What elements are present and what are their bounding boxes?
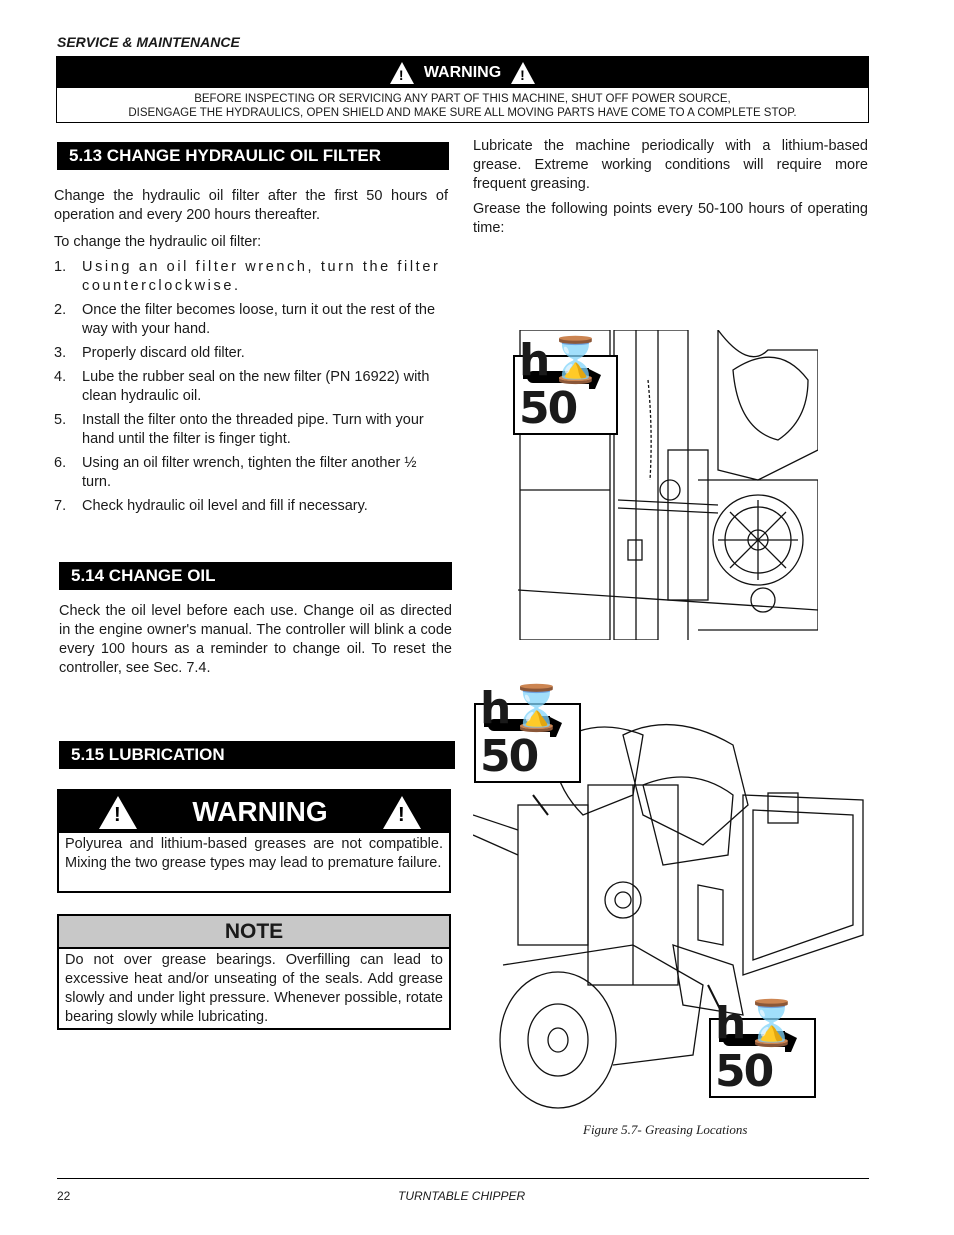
list-number: 6.	[54, 455, 67, 471]
list-number: 4.	[54, 369, 67, 385]
top-warning-bar	[57, 57, 868, 88]
grease-interval-badge	[474, 683, 581, 783]
warning-triangle-icon: !	[511, 62, 535, 84]
lubrication-warning-title: WARNING	[192, 796, 328, 827]
list-item	[54, 301, 448, 339]
page-number: 22	[57, 1189, 71, 1203]
section-5-14-body: Check the oil level before each use. Change oil as directed in the engine owner's manual. The controller will blink a code every 100 hours as a reminder to change oil. To reset the controller, see Sec. 7.4.	[59, 603, 452, 676]
list-text: Using an oil filter wrench, tighten the filter another ½ turn.	[82, 455, 417, 490]
warning-triangle-icon: !	[383, 796, 421, 829]
section-5-14-heading: 5.14 CHANGE OIL	[59, 562, 452, 590]
section-5-13-lead: To change the hydraulic oil filter:	[54, 234, 262, 250]
grease-interval-badge	[709, 998, 816, 1098]
list-text: Using an oil filter wrench, turn the filter counterclockwise.	[82, 259, 441, 294]
list-item	[54, 454, 448, 492]
list-item	[54, 411, 448, 449]
note-box	[57, 914, 451, 1030]
footer-rule	[57, 1178, 869, 1179]
top-warning-box	[56, 56, 869, 123]
grease-interval-label: h⌛50	[480, 683, 563, 782]
list-text: Check hydraulic oil level and fill if necessary.	[82, 498, 368, 514]
list-item	[54, 344, 448, 363]
footer-title: TURNTABLE CHIPPER	[398, 1189, 526, 1203]
list-text: Once the filter becomes loose, turn it out the rest of the way with your hand.	[82, 302, 436, 337]
right-paragraph-1: Lubricate the machine periodically with a lithium-based grease. Extreme working conditions will require more frequent greasing.	[473, 138, 868, 192]
list-text: Properly discard old filter.	[82, 345, 245, 361]
figure-caption: Figure 5.7- Greasing Locations	[583, 1122, 748, 1137]
list-item	[54, 258, 448, 296]
list-text: Lube the rubber seal on the new filter (PN 16922) with clean hydraulic oil.	[82, 369, 430, 404]
section-header: SERVICE & MAINTENANCE	[57, 34, 240, 50]
note-text: Do not over grease bearings. Overfilling can lead to excessive heat and/or unseating of the seals. Add grease slowly and under light pressure. Whenever possible, rotate bearing slowly while lubricating.	[65, 952, 443, 1025]
list-number: 1.	[54, 259, 67, 275]
grease-interval-label: h⌛50	[519, 335, 602, 434]
top-warning-title: WARNING	[423, 63, 502, 81]
list-item	[54, 497, 448, 516]
warning-triangle-icon: !	[99, 796, 137, 829]
list-text: Install the filter onto the threaded pipe. Turn with your hand until the filter is finger tight.	[82, 412, 424, 447]
right-paragraph-2: Grease the following points every 50-100 hours of operating time:	[473, 201, 868, 236]
top-warning-line-2: DISENGAGE THE HYDRAULICS, OPEN SHIELD AND MAKE SURE ALL MOVING PARTS HAVE COME TO A COMPLETE STOP.	[128, 107, 797, 119]
lubrication-warning-box	[57, 789, 451, 893]
top-warning-text	[57, 88, 868, 120]
list-number: 2.	[54, 302, 67, 318]
list-number: 3.	[54, 345, 67, 361]
grease-interval-badge	[513, 335, 618, 435]
lubrication-warning-text: Polyurea and lithium-based greases are not compatible. Mixing the two grease types may lead to premature failure.	[65, 836, 443, 871]
section-5-13-heading: 5.13 CHANGE HYDRAULIC OIL FILTER	[57, 142, 449, 170]
note-title: NOTE	[59, 916, 449, 949]
grease-interval-label: h⌛50	[715, 998, 798, 1097]
lubrication-warning-bar	[59, 791, 449, 833]
section-5-15-heading: 5.15 LUBRICATION	[59, 741, 455, 769]
warning-triangle-icon: !	[390, 62, 414, 84]
section-5-13-intro: Change the hydraulic oil filter after the first 50 hours of operation and every 200 hours thereafter.	[54, 188, 448, 223]
list-number: 5.	[54, 412, 67, 428]
top-warning-line-1: BEFORE INSPECTING OR SERVICING ANY PART OF THIS MACHINE, SHUT OFF POWER SOURCE,	[194, 93, 731, 105]
list-item	[54, 368, 448, 406]
list-number: 7.	[54, 498, 67, 514]
